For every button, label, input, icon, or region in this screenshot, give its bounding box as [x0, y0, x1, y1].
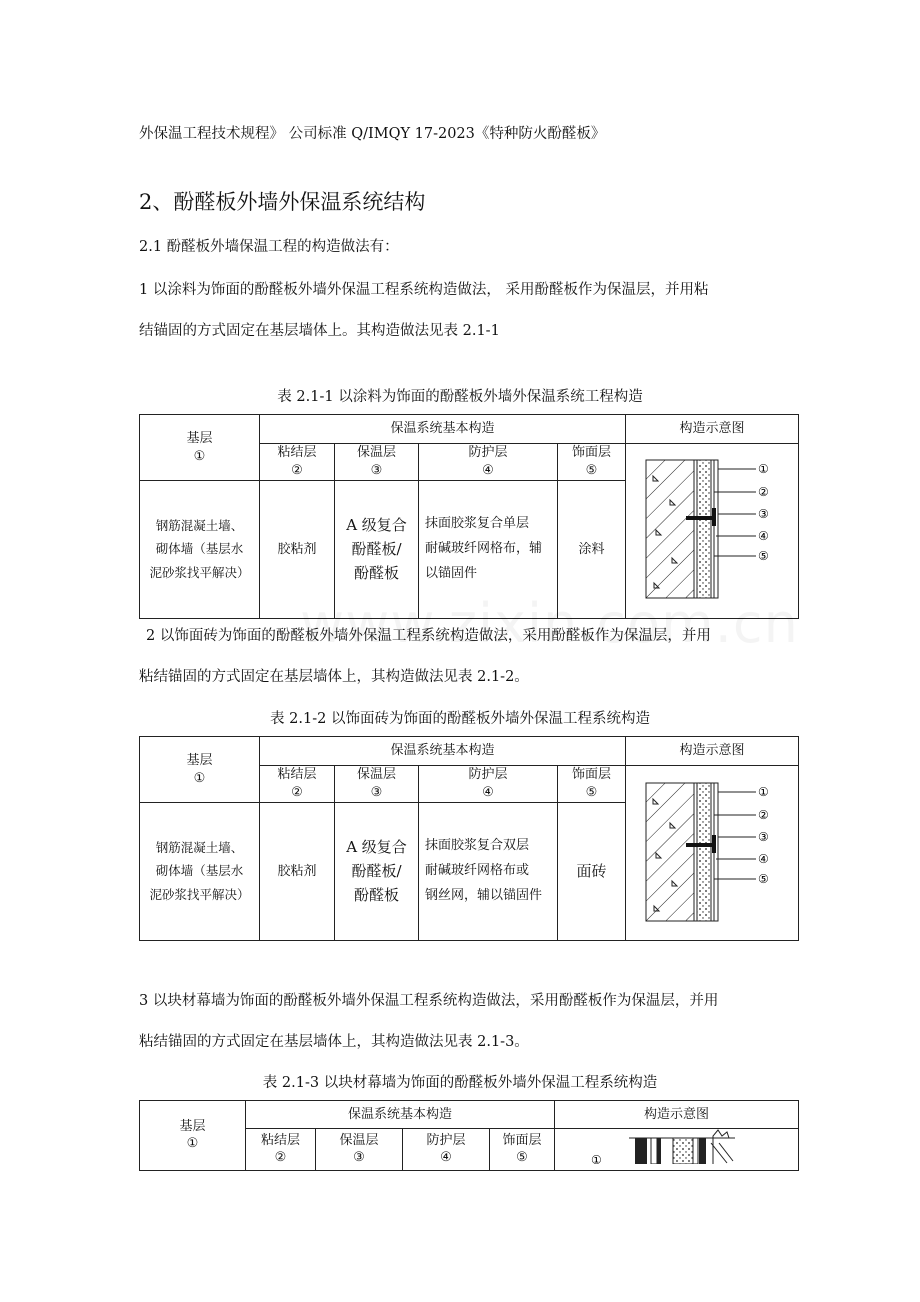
table1-bond-cell: 胶粘剂 [260, 481, 335, 619]
table2-header-diagram: 构造示意图 [626, 737, 799, 766]
table1-prot-cell: 抹面胶浆复合单层 耐碱玻纤网格布，辅 以锚固件 [419, 481, 558, 619]
table2-insul-cell: A 级复合 酚醛板/ 酚醛板 [335, 803, 419, 941]
table2-diagram [626, 766, 799, 941]
table1-header-system: 保温系统基本构造 [260, 415, 626, 444]
diagram-label-1: ① [758, 462, 769, 476]
table1-header-bond: 粘结层 ② [260, 444, 335, 481]
diagram-label-4: ④ [758, 852, 769, 866]
table2-base-cell: 钢筋混凝土墙、 砌体墙（基层水 泥砂浆找平解决） [140, 803, 260, 941]
diagram-label-2: ② [758, 808, 769, 822]
table2-header-prot: 防护层 ④ [419, 766, 558, 803]
diagram-label-1: ① [591, 1153, 602, 1164]
table1-base-cell: 钢筋混凝土墙、 砌体墙（基层水 泥砂浆找平解决） [140, 481, 260, 619]
diagram-label-2: ② [758, 485, 769, 499]
paragraph-item3-line2: 粘结锚固的方式固定在基层墙体上，其构造做法见表 2.1-3。 [139, 1034, 529, 1050]
diagram-label-5: ⑤ [758, 549, 769, 563]
table2-header-system: 保温系统基本构造 [260, 737, 626, 766]
table3-header-diagram: 构造示意图 [555, 1101, 799, 1129]
diagram-label-5: ⑤ [758, 872, 769, 886]
paragraph-item3-line1: 3 以块材幕墙为饰面的酚醛板外墙外保温工程系统构造做法，采用酚醛板作为保温层，并用 [139, 993, 719, 1009]
paragraph-item1-line1: 1 以涂料为饰面的酚醛板外墙外保温工程系统构造做法， 采用酚醛板作为保温层，并用粘 [139, 282, 709, 298]
table1-header-finish: 饰面层 ⑤ [558, 444, 626, 481]
table1-header-insul: 保温层 ③ [335, 444, 419, 481]
table3-header-prot: 防护层 ④ [403, 1129, 490, 1171]
table2 [139, 736, 799, 941]
table1-header-diagram: 构造示意图 [626, 415, 799, 444]
diagram-label-3: ③ [758, 507, 769, 521]
table2-caption: 表 2.1-2 以饰面砖为饰面的酚醛板外墙外保温工程系统构造 [270, 711, 650, 727]
table1-caption: 表 2.1-1 以涂料为饰面的酚醛板外墙外保温系统工程构造 [277, 389, 643, 405]
paragraph-item2-line1: 2 以饰面砖为饰面的酚醛板外墙外保温工程系统构造做法，采用酚醛板作为保温层，并用 [146, 628, 711, 644]
table2-header-finish: 饰面层 ⑤ [558, 766, 626, 803]
table2-header-bond: 粘结层 ② [260, 766, 335, 803]
construction-diagram [626, 444, 798, 612]
table3-header-base: 基层 ① [140, 1101, 246, 1171]
diagram-label-1: ① [758, 785, 769, 799]
watermark [300, 592, 799, 655]
table2-header-insul: 保温层 ③ [335, 766, 419, 803]
table3-caption: 表 2.1-3 以块材幕墙为饰面的酚醛板外墙外保温工程系统构造 [262, 1075, 658, 1091]
section-title: 2、酚醛板外墙外保温系统结构 [139, 190, 426, 214]
table3-header-insul: 保温层 ③ [316, 1129, 403, 1171]
table1-header-prot: 防护层 ④ [419, 444, 558, 481]
table3 [139, 1100, 799, 1171]
table1 [139, 414, 799, 619]
header-line: 外保温工程技术规程》 公司标准 Q/IMQY 17-2023《特种防火酚醛板》 [139, 126, 606, 142]
table3-header-bond: 粘结层 ② [246, 1129, 316, 1171]
table2-prot-cell: 抹面胶浆复合双层 耐碱玻纤网格布或 钢丝网，辅以锚固件 [419, 803, 558, 941]
table3-header-finish: 饰面层 ⑤ [490, 1129, 555, 1171]
table2-header-base: 基层 ① [140, 737, 260, 803]
table2-finish-cell: 面砖 [558, 803, 626, 941]
table3-header-system: 保温系统基本构造 [246, 1101, 555, 1129]
paragraph-item2-line2: 粘结锚固的方式固定在基层墙体上，其构造做法见表 2.1-2。 [139, 669, 529, 685]
table3-diagram [555, 1129, 799, 1171]
curtain-wall-diagram [555, 1129, 798, 1164]
construction-diagram [626, 766, 798, 934]
table1-header-base: 基层 ① [140, 415, 260, 481]
paragraph-item1-line2: 结锚固的方式固定在基层墙体上。其构造做法见表 2.1-1 [139, 323, 500, 339]
table2-bond-cell: 胶粘剂 [260, 803, 335, 941]
subsection-title: 2.1 酚醛板外墙保温工程的构造做法有： [139, 239, 399, 255]
table1-finish-cell: 涂料 [558, 481, 626, 619]
diagram-label-3: ③ [758, 830, 769, 844]
table1-insul-cell: A 级复合 酚醛板/ 酚醛板 [335, 481, 419, 619]
diagram-label-4: ④ [758, 529, 769, 543]
